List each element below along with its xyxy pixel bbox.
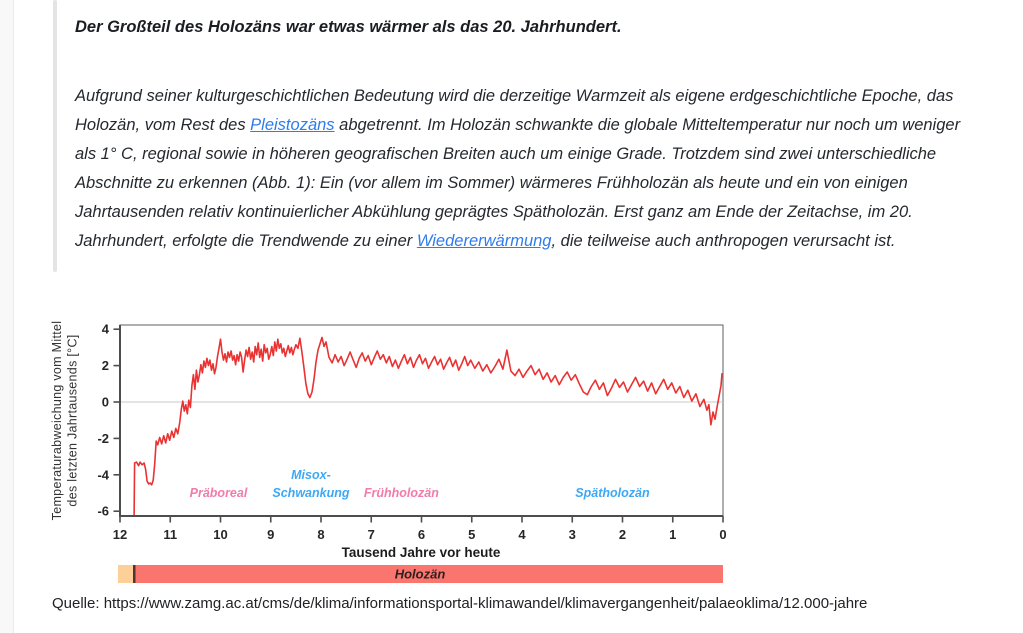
x-tick-label: 6 bbox=[417, 527, 426, 542]
y-tick-label: 0 bbox=[101, 394, 109, 410]
x-tick-label: 11 bbox=[163, 527, 178, 542]
y-tick-label: 4 bbox=[101, 321, 109, 337]
y-tick-label: -4 bbox=[97, 467, 109, 483]
y-tick-label: -2 bbox=[97, 430, 109, 446]
x-tick-label: 9 bbox=[267, 527, 275, 542]
y-tick-label: -6 bbox=[97, 503, 109, 519]
x-tick-label: 3 bbox=[568, 527, 576, 542]
paragraph-text: abgetrennt. Im Holozän schwankte die globale Mitteltemperatur nur noch um weniger als 1° C, regional sowie in höheren geografischen Breiten auch um einige Grade. Trotzdem sind zwei unterschiedliche Abschnitte zu erkennen (Abb. 1): Ein (vor allem im Sommer) wärmeres Frühholozän als heute und ein von einigen Jahrtausenden relativ kontinuierlicher Abkühlung geprägtes Spätholozän. Erst ganz am Ende der Zeitachse, im 20. Jahrhundert, erfolgte die Trendwende zu einer bbox=[75, 116, 961, 250]
inline-link[interactable]: Pleistozäns bbox=[250, 116, 335, 134]
x-axis-title: Tausend Jahre vor heute bbox=[341, 545, 501, 560]
paragraph-text: , die teilweise auch anthropogen verursacht ist. bbox=[551, 232, 896, 250]
period-labels bbox=[190, 468, 650, 500]
pleistocene-bar-segment bbox=[118, 565, 133, 583]
blockquote-border bbox=[53, 0, 57, 272]
x-tick-label: 10 bbox=[213, 527, 228, 542]
page-left-gutter bbox=[0, 0, 14, 633]
y-axis-title-line1: Temperaturabweichung vom Mittel bbox=[50, 320, 64, 521]
period-label: Spätholozän bbox=[575, 486, 650, 500]
x-tick-label: 1 bbox=[669, 527, 677, 542]
climate-chart-figure bbox=[38, 298, 748, 590]
axis-ticks bbox=[97, 322, 726, 542]
inline-link[interactable]: Wiedererwärmung bbox=[416, 232, 552, 250]
period-label: Misox- bbox=[291, 468, 331, 482]
x-tick-label: 8 bbox=[317, 527, 325, 542]
period-label: Präboreal bbox=[189, 486, 248, 500]
x-tick-label: 7 bbox=[367, 527, 375, 542]
x-tick-label: 5 bbox=[468, 527, 476, 542]
article-paragraph bbox=[75, 82, 965, 256]
x-tick-label: 2 bbox=[618, 527, 627, 542]
source-citation: Quelle: https://www.zamg.ac.at/cms/de/klima/informationsportal-klimawandel/klimavergangenheit/palaeoklima/12.000-jahre bbox=[52, 595, 868, 612]
holocene-bar-label: Holozän bbox=[394, 566, 446, 582]
period-label: Schwankung bbox=[272, 486, 350, 500]
paragraph-text: Aufgrund seiner kulturgeschichtlichen Bedeutung wird die derzeitige Warmzeit als eigene erdgeschichtliche Epoche, das Holozän, vom Rest des bbox=[75, 87, 954, 134]
epoch-divider bbox=[133, 565, 136, 583]
y-axis-title-line2: des letzten Jahrtausends [°C] bbox=[65, 334, 80, 507]
x-tick-label: 0 bbox=[719, 527, 727, 542]
x-tick-label: 12 bbox=[112, 527, 128, 542]
article-heading: Der Großteil des Holozäns war etwas wärmer als das 20. Jahrhundert. bbox=[75, 18, 622, 36]
epoch-bar bbox=[118, 565, 723, 583]
y-tick-label: 2 bbox=[101, 358, 109, 374]
period-label: Frühholozän bbox=[363, 486, 439, 500]
temperature-chart bbox=[38, 298, 748, 590]
x-tick-label: 4 bbox=[518, 527, 526, 542]
